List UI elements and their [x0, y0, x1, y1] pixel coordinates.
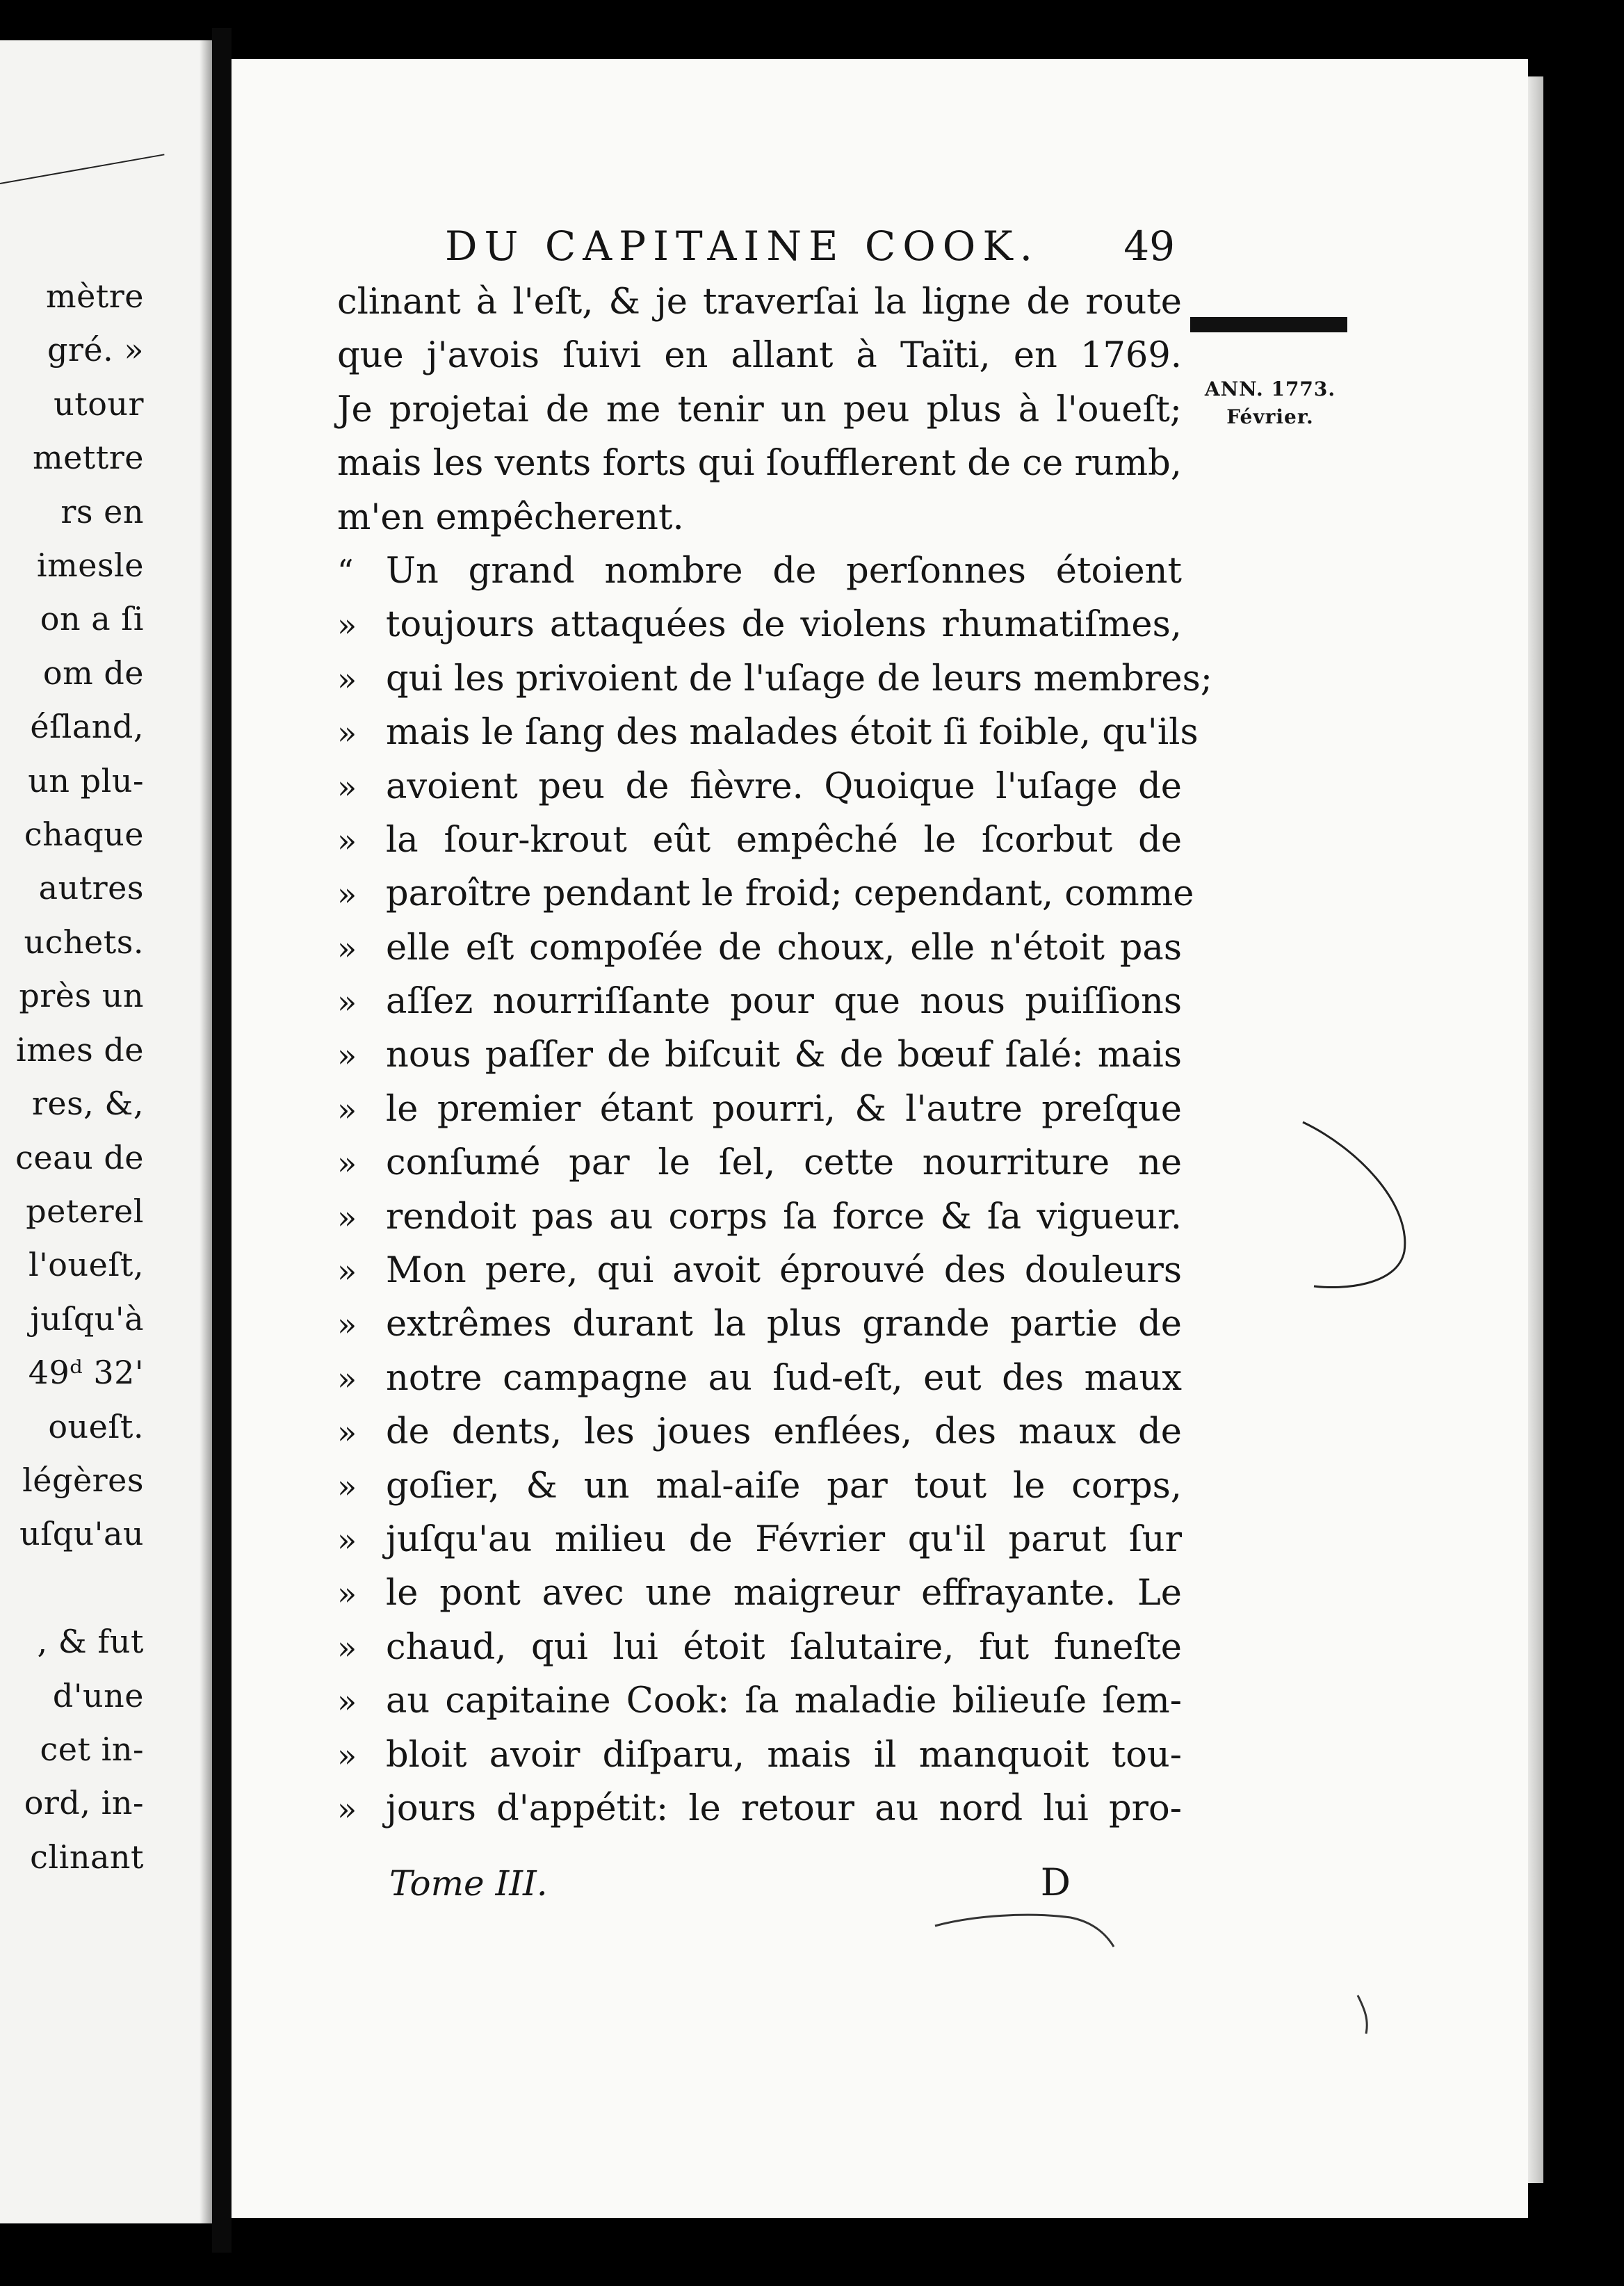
quote-mark: » [337, 1736, 355, 1774]
left-page-line: oueſt. [48, 1407, 144, 1445]
page-footer [389, 1861, 1071, 1904]
line-text: nous paſſer de biſcuit & de bœuf ſalé: mais [386, 1035, 1182, 1076]
text-line [337, 275, 1182, 329]
left-page-line: mettre [32, 439, 144, 477]
left-page-line: légères [22, 1461, 144, 1499]
text-line [337, 329, 1182, 382]
line-text: notre campagne au ſud-eſt, eut des maux [386, 1357, 1182, 1399]
left-page-line: ceau de [15, 1138, 144, 1176]
left-page-line: cet in- [40, 1730, 144, 1768]
line-text: goſier, & un mal-aiſe par tout le corps, [386, 1465, 1182, 1507]
text-line [337, 1244, 1182, 1297]
line-text: mais le ſang des malades étoit ſi foible, qu'ils [386, 712, 1199, 754]
line-text: bloit avoir diſparu, mais il manquoit tou- [386, 1734, 1182, 1776]
body-text [337, 275, 1212, 1835]
line-text: toujours attaquées de violens rhumatiſmes, [386, 604, 1182, 646]
text-line [337, 1083, 1182, 1136]
quote-mark: » [337, 660, 355, 698]
line-text: aſſez nourriſſante pour que nous puiſſions [386, 981, 1182, 1023]
left-page-line: imesle [36, 546, 144, 585]
margin-note [1190, 375, 1350, 431]
line-text: m'en empêcherent. [337, 496, 684, 538]
left-page-line: utour [54, 384, 144, 423]
quote-mark: » [337, 1683, 355, 1721]
line-text: conſumé par le ſel, cette nourriture ne [386, 1142, 1182, 1184]
line-text: Mon pere, qui avoit éprouvé des douleurs [386, 1250, 1182, 1292]
pencil-scribble-mark [932, 1912, 1119, 1954]
left-page-line: éſland, [30, 708, 144, 746]
line-text: extrêmes durant la plus grande partie de [386, 1304, 1182, 1345]
quote-mark: » [337, 1306, 355, 1344]
left-page-line: mètre [45, 277, 144, 315]
line-text: que j'avois ſuivi en allant à Taïti, en 1769. [337, 335, 1182, 377]
left-page-line: près un [19, 977, 144, 1015]
quote-mark: » [337, 1359, 355, 1397]
line-text: jours d'appétit: le retour au nord lui pro- [386, 1788, 1182, 1829]
text-line [337, 706, 1199, 759]
text-line [337, 1513, 1182, 1566]
text-line [337, 975, 1182, 1028]
quote-mark: » [337, 1790, 355, 1828]
line-text: qui les privoient de l'uſage de leurs membres; [386, 658, 1212, 699]
quote-mark: “ [337, 552, 351, 590]
text-line [337, 813, 1182, 867]
text-line [337, 598, 1182, 651]
line-text: paroître pendant le froid; cependant, comme [386, 873, 1194, 915]
text-line [337, 1297, 1182, 1351]
text-line [337, 867, 1194, 921]
text-line [337, 544, 1182, 598]
text-line [337, 1566, 1182, 1620]
quote-mark: » [337, 875, 355, 914]
left-page-line: juſqu'à [30, 1299, 144, 1338]
page-number: 49 [1123, 222, 1175, 270]
stray-pencil-mark [1352, 1988, 1380, 2037]
text-line [337, 921, 1182, 975]
quote-mark: » [337, 1575, 355, 1613]
left-page-line: ord, in- [24, 1784, 144, 1822]
volume-label: Tome III. [389, 1863, 548, 1904]
quote-mark: » [337, 1090, 355, 1128]
left-page-line: om de [42, 654, 144, 692]
signature-mark: D [1040, 1861, 1071, 1904]
text-line [337, 1728, 1182, 1782]
quote-mark: » [337, 1198, 355, 1236]
line-text: au capitaine Cook: ſa maladie bilieuſe ſem- [386, 1680, 1182, 1722]
left-page-line: 49ᵈ 32' [28, 1354, 144, 1392]
quote-mark: » [337, 1037, 355, 1075]
quote-mark: » [337, 1413, 355, 1452]
left-page-line: gré. » [47, 331, 144, 369]
quote-mark: » [337, 1252, 355, 1290]
line-text: elle eſt compoſée de choux, elle n'étoit pas [386, 927, 1182, 968]
running-head [445, 222, 1175, 270]
text-line [337, 1405, 1182, 1459]
quote-mark: » [337, 821, 355, 859]
quote-mark: » [337, 714, 355, 752]
quote-mark: » [337, 983, 355, 1021]
left-page-line: un plu- [28, 761, 144, 800]
left-page-line: , & fut [37, 1623, 144, 1661]
text-line [337, 1190, 1182, 1244]
margin-rule [1190, 317, 1347, 332]
line-text: chaud, qui lui étoit ſalutaire, fut funeſte [386, 1626, 1182, 1668]
text-line [337, 383, 1182, 437]
text-line [337, 760, 1182, 813]
page-edge [1528, 76, 1543, 2183]
left-page-text-fragments [15, 270, 144, 1884]
line-text: le pont avec une maigreur effrayante. Le [386, 1573, 1182, 1614]
left-facing-page [0, 40, 212, 2223]
quote-mark: » [337, 1144, 355, 1183]
pencil-arc-mark [1300, 1119, 1418, 1293]
quote-mark: » [337, 1467, 355, 1505]
text-line [337, 652, 1212, 706]
quote-mark: » [337, 929, 355, 967]
margin-note-month: Février. [1226, 405, 1314, 428]
quote-mark: » [337, 768, 355, 806]
left-page-line: on a ſi [40, 600, 144, 638]
left-page-line: rs en [60, 492, 144, 530]
text-line [337, 437, 1182, 490]
margin-note-year: ANN. 1773. [1204, 378, 1336, 400]
left-page-line: autres [38, 869, 144, 907]
line-text: Je projetai de me tenir un peu plus à l'oueſt; [337, 389, 1182, 430]
left-page-line: imes de [16, 1030, 144, 1069]
line-text: juſqu'au milieu de Février qu'il parut ſur [386, 1518, 1182, 1560]
left-page-line: clinant [30, 1838, 144, 1876]
quote-mark: » [337, 606, 355, 645]
text-line [337, 1352, 1182, 1405]
left-page-line [15, 1562, 144, 1615]
left-page-line: res, &, [31, 1085, 144, 1123]
quote-mark: » [337, 1521, 355, 1559]
line-text: de dents, les joues enflées, des maux de [386, 1411, 1182, 1453]
text-line [337, 1782, 1182, 1835]
left-page-line: uſqu'au [19, 1515, 144, 1553]
pen-stroke-mark [0, 154, 165, 184]
running-title: DU CAPITAINE COOK. [445, 222, 1040, 270]
text-line [337, 1459, 1182, 1513]
left-page-line: d'une [52, 1676, 144, 1714]
line-text: mais les vents forts qui ſoufflerent de ce rumb, [337, 443, 1182, 485]
quote-mark: » [337, 1628, 355, 1667]
text-line [337, 491, 1182, 544]
line-text: la ſour-krout eût empêché le ſcorbut de [386, 819, 1182, 861]
line-text: Un grand nombre de perſonnes étoient [386, 550, 1182, 592]
line-text: le premier étant pourri, & l'autre preſque [386, 1088, 1182, 1130]
text-line [337, 1674, 1182, 1728]
book-gutter [212, 28, 232, 2253]
text-line [337, 1621, 1182, 1674]
left-page-line: l'oueſt, [28, 1246, 144, 1284]
line-text: clinant à l'eſt, & je traverſai la ligne de route [337, 282, 1182, 323]
line-text: avoient peu de fièvre. Quoique l'uſage de [386, 765, 1182, 807]
left-page-line: peterel [26, 1192, 144, 1230]
gutter-shadow [200, 40, 212, 2223]
text-line [337, 1136, 1182, 1190]
text-line [337, 1028, 1182, 1082]
left-page-line: chaque [24, 816, 144, 854]
line-text: rendoit pas au corps ſa force & ſa vigueur. [386, 1196, 1182, 1238]
left-page-line: uchets. [24, 923, 144, 961]
